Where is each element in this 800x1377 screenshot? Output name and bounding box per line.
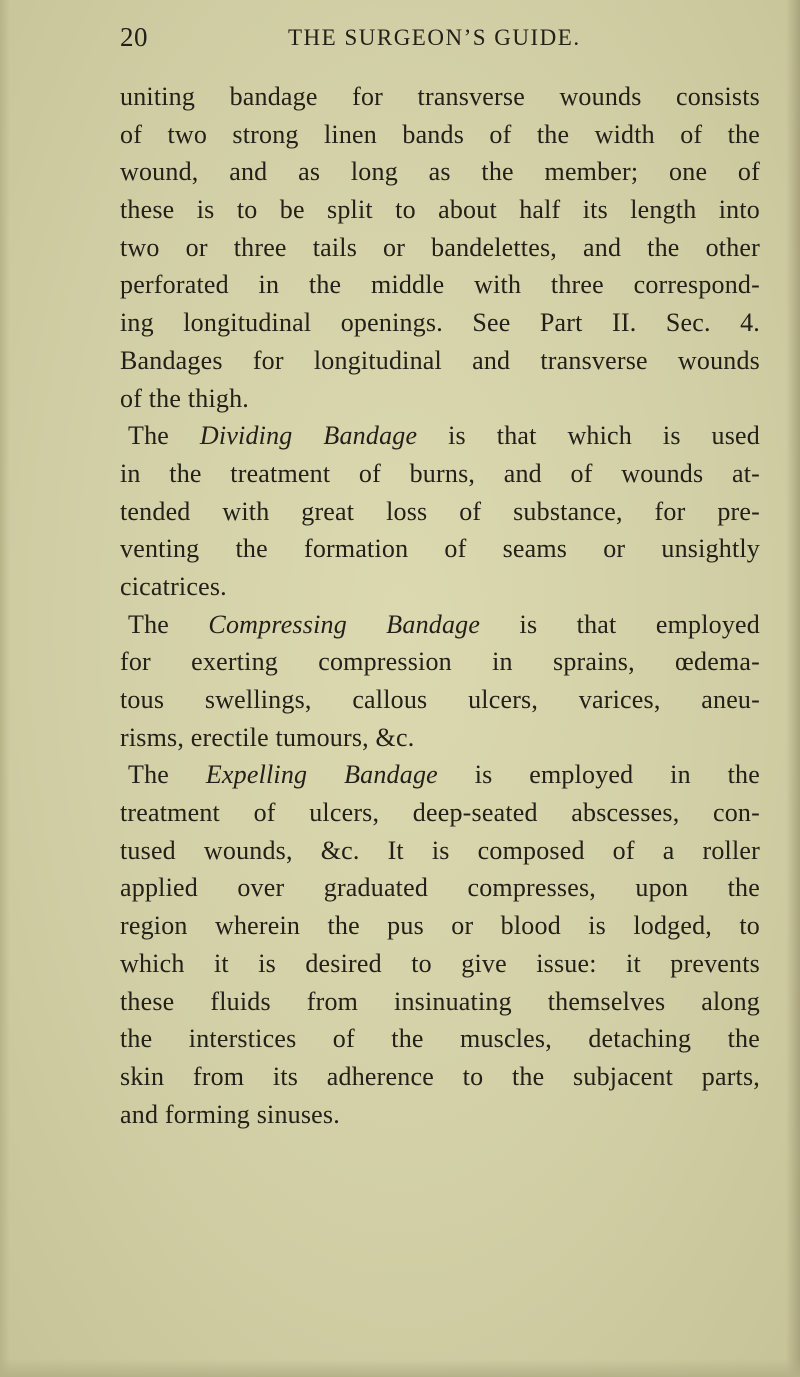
bandage-term-expelling: Expelling Bandage bbox=[205, 760, 438, 790]
text-line: two or three tails or bandelettes, and the other bbox=[120, 232, 760, 262]
text-line: treatment of ulcers, deep-seated abscesses, con- bbox=[120, 798, 760, 828]
page-number: 20 bbox=[120, 22, 148, 52]
text-line: region wherein the pus or blood is lodged, to bbox=[120, 911, 760, 941]
text-line-with-term bbox=[120, 417, 760, 455]
text-line: tended with great loss of substance, for pre- bbox=[120, 496, 760, 526]
text-line: uniting bandage for transverse wounds consists bbox=[120, 82, 760, 111]
text-line: of two strong linen bands of the width of the bbox=[120, 119, 760, 149]
text-line: ing longitudinal openings. See Part II. Sec. 4. bbox=[120, 308, 760, 338]
line-start: The bbox=[128, 421, 200, 451]
text-line: venting the formation of seams or unsightly bbox=[120, 534, 760, 564]
text-line-with-term bbox=[120, 606, 760, 644]
line-end: is employed in the bbox=[437, 760, 760, 790]
text-line: skin from its adherence to the subjacent parts, bbox=[120, 1061, 760, 1091]
text-line: in the treatment of burns, and of wounds at- bbox=[120, 458, 760, 488]
line-end: is that which is used bbox=[417, 421, 760, 451]
text-line: Bandages for longitudinal and transverse wounds bbox=[120, 345, 760, 375]
text-line: these fluids from insinuating themselves along bbox=[120, 986, 760, 1016]
line-end: is that employed bbox=[480, 609, 760, 639]
text-line: cicatrices. bbox=[120, 571, 227, 601]
text-line: the interstices of the muscles, detaching the bbox=[120, 1024, 760, 1054]
bandage-term-dividing: Dividing Bandage bbox=[199, 421, 418, 451]
line-start: The bbox=[128, 609, 209, 639]
text-line: which it is desired to give issue: it prevents bbox=[120, 948, 760, 978]
text-line: tused wounds, &c. It is composed of a roller bbox=[120, 835, 760, 865]
text-line: applied over graduated compresses, upon the bbox=[120, 873, 760, 903]
bandage-term-compressing: Compressing Bandage bbox=[208, 609, 481, 639]
text-line: risms, erectile tumours, &c. bbox=[120, 722, 415, 752]
body-text bbox=[120, 78, 760, 1133]
line-start: The bbox=[128, 760, 206, 790]
page-edge-shadow-bottom bbox=[0, 1359, 800, 1377]
text-line: perforated in the middle with three correspond- bbox=[120, 270, 760, 300]
running-title: THE SURGEON’S GUIDE. bbox=[288, 25, 581, 50]
text-line: wound, and as long as the member; one of bbox=[120, 157, 760, 187]
text-line: for exerting compression in sprains, œdema- bbox=[120, 647, 760, 677]
page-edge-shadow-right bbox=[786, 0, 800, 1377]
page-edge-shadow-left bbox=[0, 0, 10, 1377]
text-line: these is to be split to about half its length into bbox=[120, 195, 760, 225]
text-line: of the thigh. bbox=[120, 383, 249, 413]
text-line: tous swellings, callous ulcers, varices, aneu- bbox=[120, 685, 760, 714]
text-line-with-term bbox=[120, 756, 760, 794]
text-line: and forming sinuses. bbox=[120, 1099, 340, 1129]
page-header bbox=[120, 22, 760, 62]
